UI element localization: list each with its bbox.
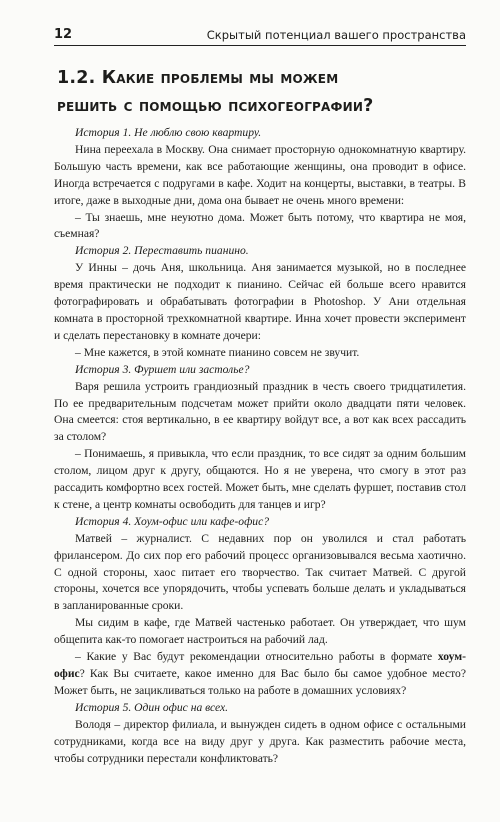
paragraph: Володя – директор филиала, и вынужден сидеть в одном офисе с остальными сотрудниками, когда все на виду друг у друга. Как разместить рабочие места, чтобы сотрудники перестали конфликтовать? bbox=[54, 717, 466, 765]
running-title: Скрытый потенциал вашего пространства bbox=[206, 28, 466, 42]
story-title: История 3. Фуршет или застолье? bbox=[75, 362, 250, 376]
dialogue-paragraph: – Понимаешь, я привыкла, что если праздник, то все сидят за одним большим столом, лицом друг к другу, общаются. Но я не уверена, что смогу в этот раз рассадить комфортно всех гостей. Может быть, мне сделать фуршет, поставив стол к стене, а центр комнаты освободить для танцев и игр? bbox=[54, 447, 466, 511]
section-heading-line-1: 1.2. Какие проблемы мы можем bbox=[57, 68, 339, 88]
paragraph: Варя решила устроить грандиозный праздник в честь своего тридцатилетия. По ее предварительным подсчетам может прийти около двадцати пяти человек. Она смеется: стоя вертикально, в ее квартиру войдут все, а вот как всех рассадить за столом? bbox=[54, 379, 466, 444]
section-heading-line-2: решить с помощью психогеографии? bbox=[57, 96, 374, 116]
story-title: История 5. Один офис на всех. bbox=[75, 700, 229, 714]
paragraph: Нина переехала в Москву. Она снимает просторную однокомнатную квартиру. Большую часть времени, как все работающие женщины, она проводит в офисе. Иногда встречается с подругами в кафе. Ходит на концерты, выставки, в театры. В итоге, даже в выходные дни, дома она бывает не очень много времени: bbox=[54, 142, 466, 207]
story-title: История 1. Не люблю свою квартиру. bbox=[75, 126, 262, 139]
paragraph: У Инны – дочь Аня, школьница. Аня занимается музыкой, но в последнее время практически не подходит к пианино. Сейчас ей больше всего нравится фотографировать и обрабатывать фотографии в Photoshop. У Ани отдельная комната в просторной трехкомнатной квартире. Инна хочет провести эксперимент и сделать перестановку в комнате дочери: bbox=[54, 261, 466, 342]
dialogue-paragraph: – Ты знаешь, мне неуютно дома. Может быть потому, что квартира не моя, съемная? bbox=[54, 210, 466, 241]
section-heading bbox=[57, 64, 472, 120]
paragraph: Матвей – журналист. С недавних пор он уволился и стал работать фрилансером. До сих пор его рабочий процесс организовывался весьма хаотично. С одной стороны, хаос питает его творчество. Так считает Матвей. С другой стороны, хочется все упорядочить, чтобы успевать больше делать и укладываться в запланированные сроки. bbox=[54, 531, 466, 613]
running-header bbox=[54, 27, 466, 46]
story-title: История 2. Переставить пианино. bbox=[75, 244, 249, 258]
body-text bbox=[54, 125, 466, 767]
bold-term: хоум-офис bbox=[54, 650, 466, 680]
dialogue-text: – Какие у Вас будут рекомендации относительно работы в формате bbox=[75, 650, 438, 664]
story-title: История 4. Хоум-офис или кафе-офис? bbox=[75, 514, 270, 528]
dialogue-paragraph: – Мне кажется, в этой комнате пианино совсем не звучит. bbox=[75, 345, 360, 359]
dialogue-text: ? Как Вы считаете, какое именно для Вас было бы самое удобное место? Может быть, не зацикливаться только на работе в домашних условиях? bbox=[54, 667, 466, 697]
dialogue-paragraph bbox=[54, 649, 466, 700]
paragraph: Мы сидим в кафе, где Матвей частенько работает. Он утверждает, что шум общепита как-то помогает настроиться на рабочий лад. bbox=[54, 616, 466, 647]
page-number: 12 bbox=[54, 27, 73, 42]
